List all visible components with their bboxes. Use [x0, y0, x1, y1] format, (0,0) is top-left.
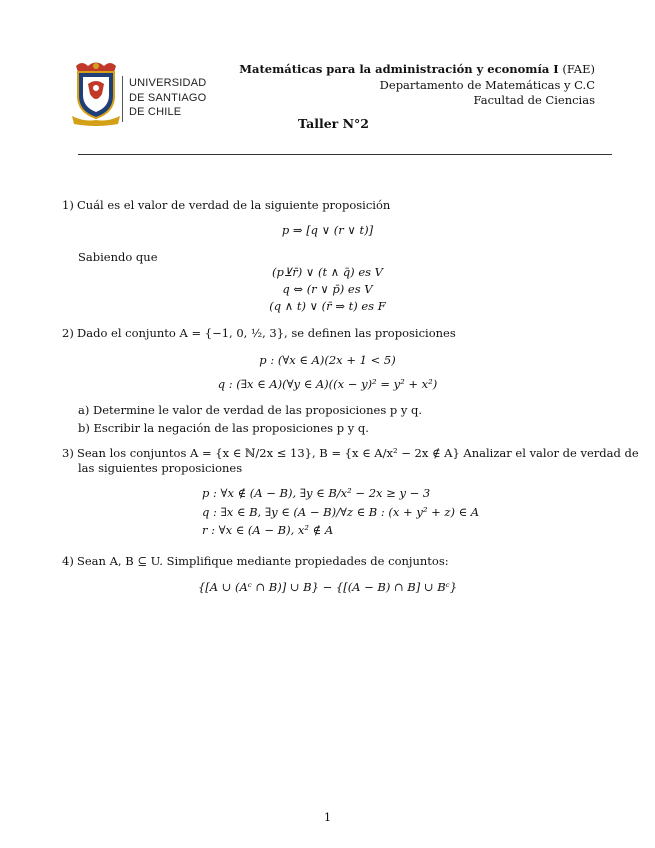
q3-proposition-q: q : ∃x ∈ B, ∃y ∈ (A − B)/∀z ∈ B : (x + y² + z) ∈ A — [202, 505, 480, 519]
faculty-name: Facultad de Ciencias — [473, 93, 595, 107]
university-name-line1: UNIVERSIDAD — [129, 77, 207, 89]
q1-formula: p ⇒ [q ∨ (r ∨ t)] — [281, 223, 374, 237]
question-text: Sean A, B ⊆ U. Simplifique mediante propiedades de conjuntos: — [77, 554, 449, 568]
document-header — [239, 62, 595, 109]
question-number: 3) — [62, 446, 74, 460]
q2-proposition-q: q : (∃x ∈ A)(∀y ∈ A)((x − y)² = y² + x²) — [217, 377, 438, 391]
q3-proposition-r: r : ∀x ∈ (A − B), x² ∉ A — [202, 523, 334, 537]
question-text: Dado el conjunto A = {−1, 0, ½, 3}, se definen las proposiciones — [77, 326, 456, 340]
q1-condition-2: q ⇔ (r ∨ p̄) es V — [282, 282, 373, 296]
department-name: Departamento de Matemáticas y C.C — [379, 77, 595, 92]
q1-condition-3: (q ∧ t) ∨ (r̄ ⇒ t) es F — [269, 299, 386, 313]
question-text-line2: las siguientes proposiciones — [78, 461, 243, 475]
question-number: 1) — [62, 198, 74, 212]
university-name — [129, 76, 206, 120]
document-title: Taller N°2 — [298, 116, 369, 131]
header-divider — [78, 154, 612, 155]
q2-part-b: b) Escribir la negación de las proposiciones p y q. — [78, 421, 369, 435]
question-text: Cuál es el valor de verdad de la siguiente proposición — [77, 198, 391, 212]
course-code: (FAE) — [558, 62, 595, 76]
page-number: 1 — [323, 810, 332, 824]
q2-part-a: a) Determine le valor de verdad de las proposiciones p y q. — [78, 403, 423, 417]
q3-proposition-p: p : ∀x ∉ (A − B), ∃y ∈ B/x² − 2x ≥ y − 3 — [202, 486, 431, 500]
course-title — [239, 62, 595, 78]
question-number: 2) — [62, 326, 74, 340]
university-name-line3: DE CHILE — [129, 106, 182, 118]
q1-knowing-label: Sabiendo que — [78, 250, 158, 264]
university-name-line2: DE SANTIAGO — [129, 91, 207, 104]
logo-divider — [122, 76, 123, 122]
q1-condition-1: (p⊻r̄) ∨ (t ∧ q̄) es V — [272, 265, 383, 279]
question-text-line1: Sean los conjuntos A = {x ∈ ℕ/2x ≤ 13}, B = {x ∈ A/x² − 2x ∉ A} Analizar el valor de verdad de — [77, 446, 639, 460]
question-number: 4) — [62, 554, 74, 568]
course-name: Matemáticas para la administración y economía I — [239, 62, 559, 76]
q4-formula: {[A ∪ (Aᶜ ∩ B)] ∪ B} − {[(A − B) ∩ B] ∪ Bᶜ} — [197, 580, 458, 594]
q2-proposition-p: p : (∀x ∈ A)(2x + 1 < 5) — [259, 353, 396, 367]
university-crest-icon — [68, 60, 124, 126]
